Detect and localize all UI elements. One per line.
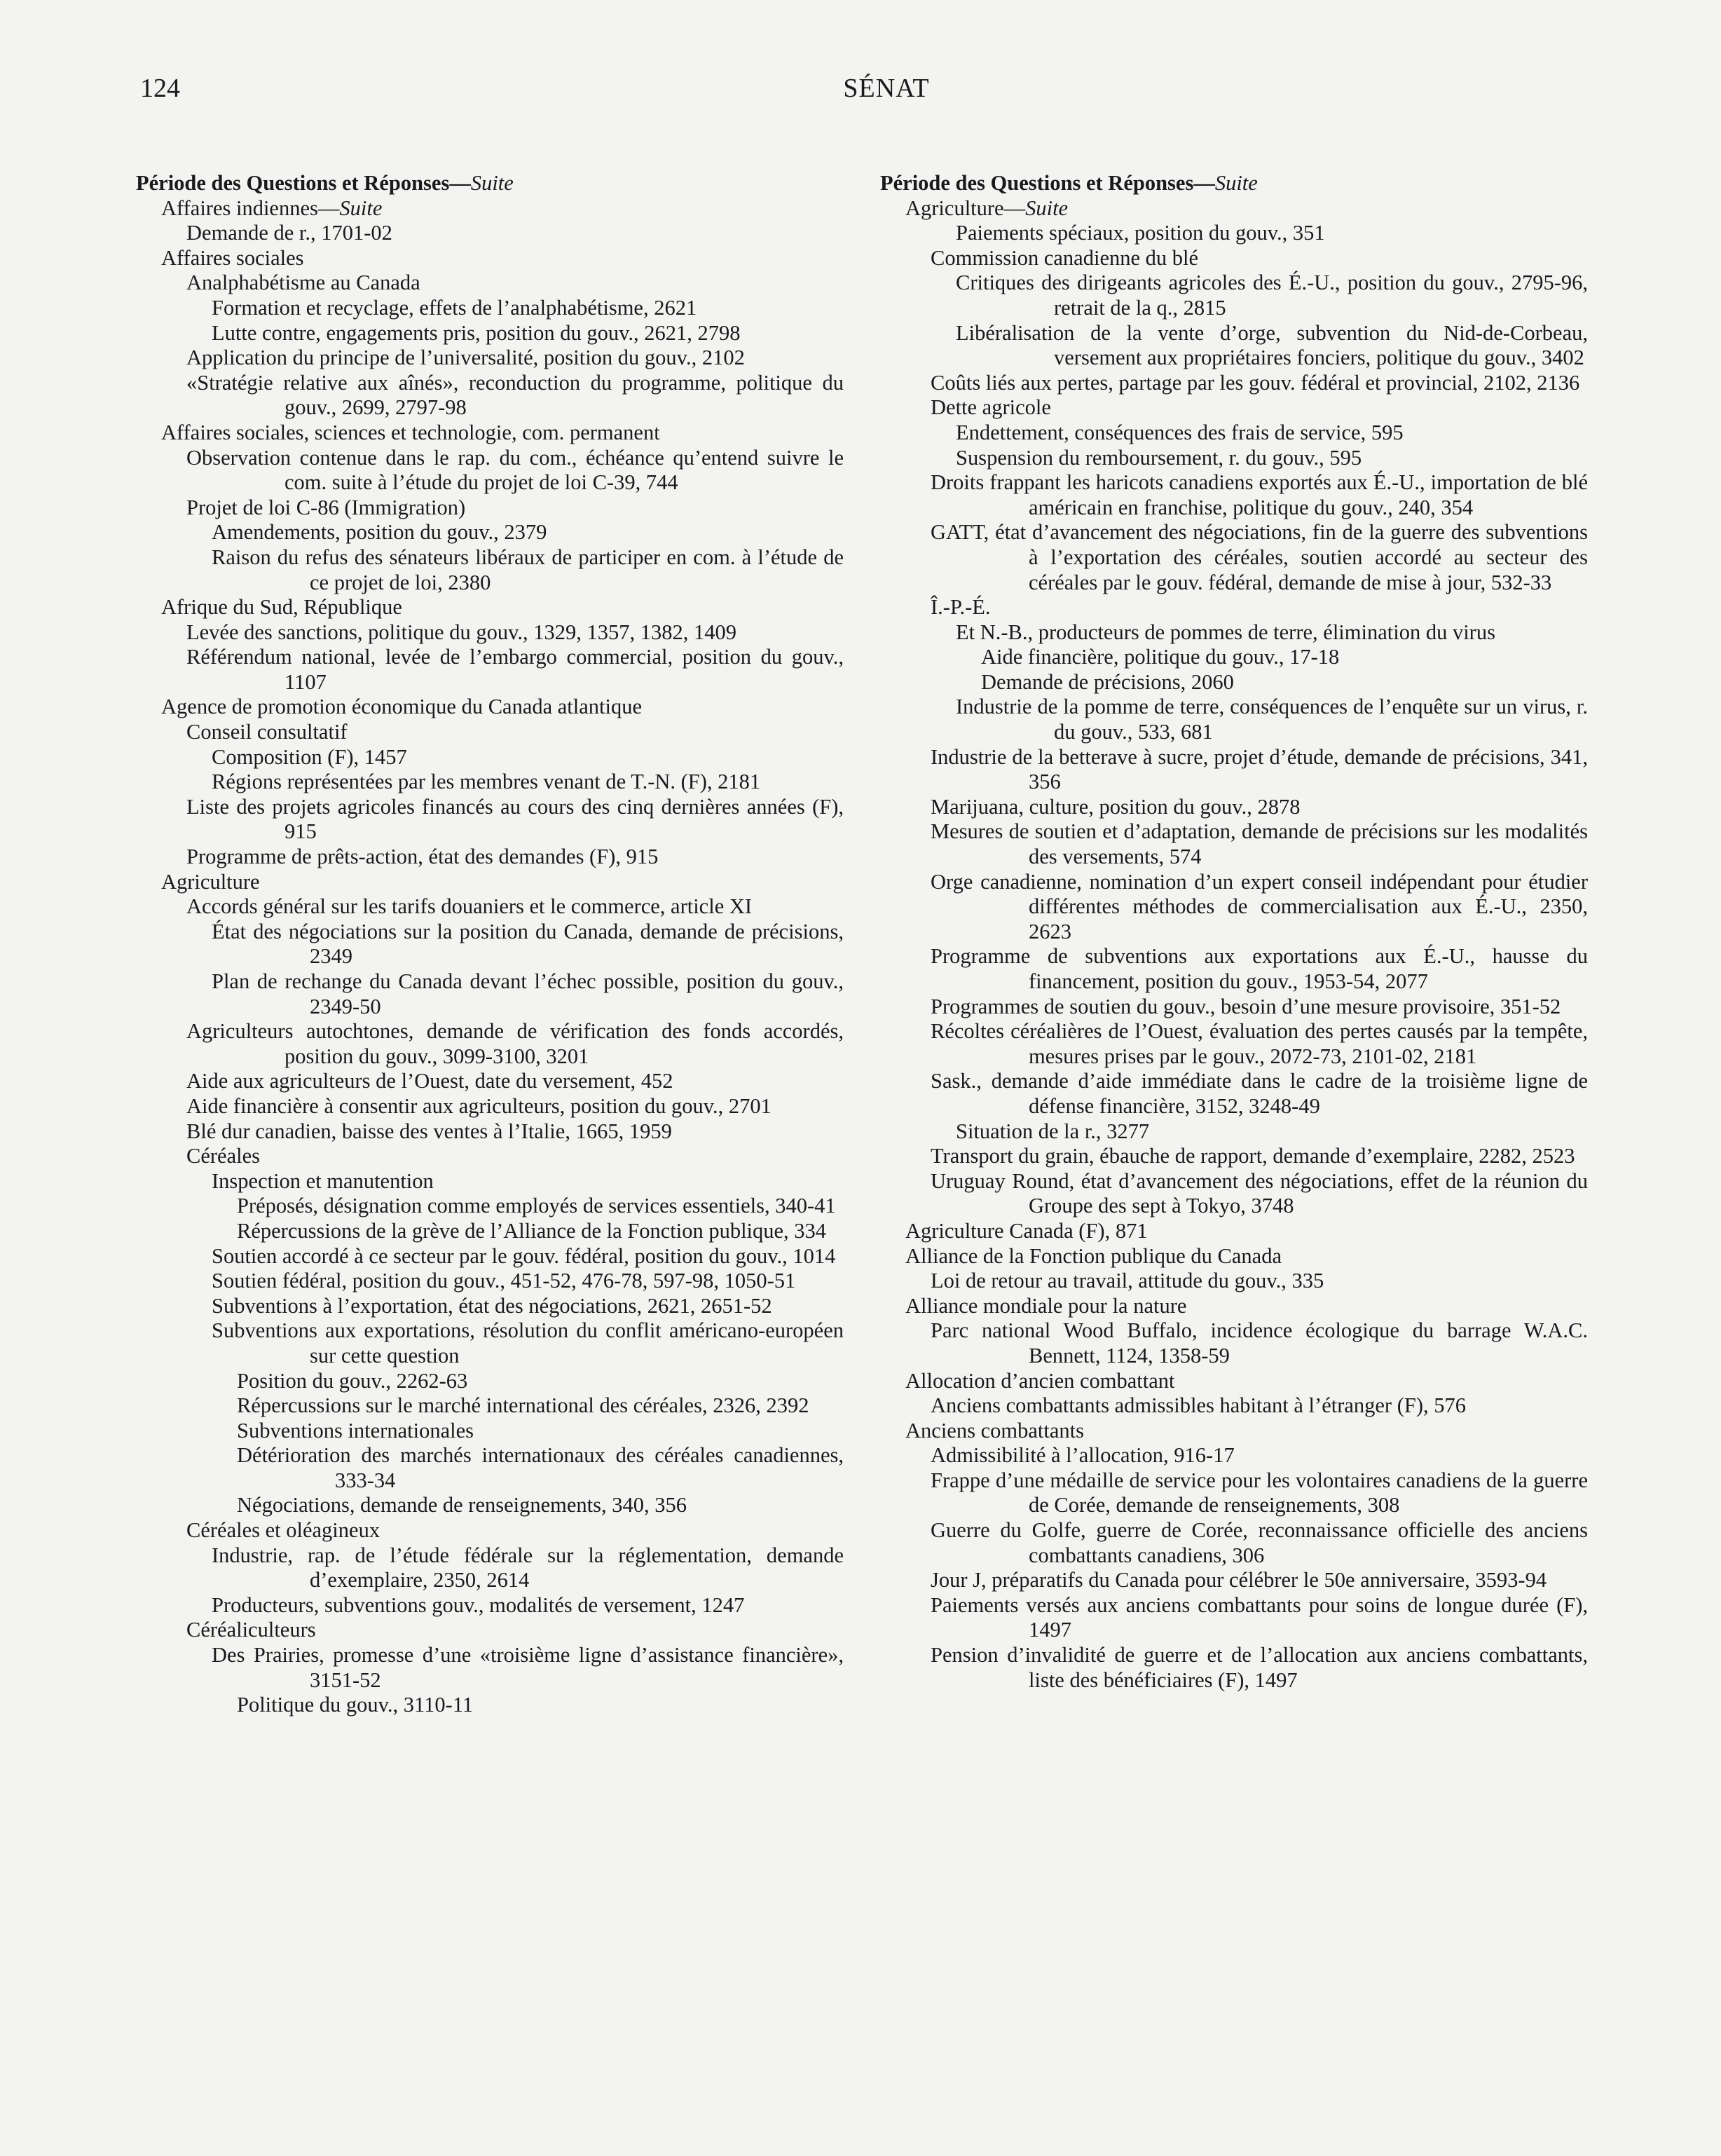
running-title: SÉNAT: [843, 74, 930, 103]
index-entry-text: Alliance de la Fonction publique du Canada: [905, 1243, 1282, 1268]
index-entry: [136, 296, 844, 321]
index-entry-text: Et N.-B., producteurs de pommes de terre, élimination du virus: [956, 620, 1495, 644]
index-entry-text: Subventions internationales: [237, 1418, 474, 1442]
index-entry-text: Subventions aux exportations, résolution du conflit américano-européen sur cette question: [212, 1318, 844, 1367]
index-entry-text: Orge canadienne, nomination d’un expert conseil indépendant pour étudier différentes méthodes de commercialisation aux É.-U., 2350, 2623: [931, 869, 1588, 943]
index-entry-text: Position du gouv., 2262-63: [237, 1368, 468, 1393]
index-entry: [880, 1643, 1588, 1693]
index-heading: [136, 171, 844, 196]
index-entry-text: Accords général sur les tarifs douaniers et le commerce, article XI: [186, 894, 753, 919]
index-entry: [136, 520, 844, 545]
index-entry: [136, 770, 844, 795]
index-heading: [880, 171, 1588, 196]
index-entry-text: Affaires sociales: [161, 245, 304, 270]
index-entry-text: Inspection et manutention: [212, 1168, 434, 1193]
index-entry: [136, 271, 844, 296]
index-entry-text: Période des Questions et Réponses—: [136, 171, 471, 195]
index-entry-text: Raison du refus des sénateurs libéraux de participer en com. à l’étude de ce projet de loi, 2380: [212, 545, 844, 594]
index-entry-text: Transport du grain, ébauche de rapport, demande d’exemplaire, 2282, 2523: [931, 1144, 1575, 1168]
index-entry: [880, 1593, 1588, 1643]
index-entry-text: Mesures de soutien et d’adaptation, demande de précisions sur les modalités des versements, 574: [931, 819, 1588, 869]
index-entry-text: Industrie de la betterave à sucre, projet d’étude, demande de précisions, 341, 356: [931, 744, 1588, 794]
suite-label: Suite: [339, 196, 383, 220]
index-entry-text: Coûts liés aux pertes, partage par les gouv. fédéral et provincial, 2102, 2136: [931, 370, 1580, 395]
index-entry: [880, 819, 1588, 869]
index-entry-text: Aide financière, politique du gouv., 17-18: [981, 645, 1340, 669]
index-entry: [136, 1069, 844, 1094]
index-entry: [880, 371, 1588, 396]
index-entry: [880, 1119, 1588, 1145]
index-entry-text: Guerre du Golfe, guerre de Corée, reconnaissance officielle des anciens combattants canadiens, 306: [931, 1518, 1588, 1567]
index-entry-text: Paiements spéciaux, position du gouv., 351: [956, 221, 1325, 245]
index-entry: [136, 595, 844, 620]
index-entry: [880, 446, 1588, 471]
index-entry-text: Céréales: [186, 1144, 260, 1168]
index-entry-text: Soutien fédéral, position du gouv., 451-52, 476-78, 597-98, 1050-51: [212, 1269, 796, 1293]
index-entry-text: Anciens combattants admissibles habitant à l’étranger (F), 576: [931, 1393, 1466, 1418]
index-entry-text: Plan de rechange du Canada devant l’échec possible, position du gouv., 2349-50: [212, 969, 844, 1018]
index-entry-text: Préposés, désignation comme employés de services essentiels, 340-41: [237, 1194, 836, 1218]
index-entry: [136, 1294, 844, 1319]
index-entry: [880, 1269, 1588, 1294]
index-entry: [880, 870, 1588, 945]
index-entry-text: Projet de loi C-86 (Immigration): [186, 495, 466, 519]
index-entry: [136, 421, 844, 446]
index-entry: [136, 1244, 844, 1269]
index-entry-text: Céréales et oléagineux: [186, 1518, 380, 1543]
index-entry-text: Commission canadienne du blé: [931, 245, 1199, 270]
index-entry: [136, 321, 844, 346]
index-entry: [880, 670, 1588, 695]
index-entry-text: Négociations, demande de renseignements, 340, 356: [237, 1493, 687, 1517]
index-entry-text: Parc national Wood Buffalo, incidence écologique du barrage W.A.C. Bennett, 1124, 1358-59: [931, 1318, 1588, 1367]
index-entry-text: Jour J, préparatifs du Canada pour célébrer le 50e anniversaire, 3593-94: [931, 1568, 1547, 1592]
index-entry: [136, 346, 844, 371]
index-entry: [880, 1144, 1588, 1169]
index-entry-text: Affaires indiennes—: [161, 196, 340, 220]
index-entry: [880, 745, 1588, 795]
index-entry-text: Loi de retour au travail, attitude du gouv., 335: [931, 1269, 1324, 1293]
index-entry: [880, 944, 1588, 994]
index-entry-text: Anciens combattants: [905, 1418, 1084, 1442]
index-entry-text: Amendements, position du gouv., 2379: [212, 520, 547, 545]
index-column-right: [880, 171, 1588, 1693]
index-entry-text: Subventions à l’exportation, état des négociations, 2621, 2651-52: [212, 1293, 772, 1318]
index-entry: [136, 371, 844, 421]
index-entry: [880, 221, 1588, 246]
index-entry-text: Critiques des dirigeants agricoles des É.-U., position du gouv., 2795-96, retrait de la q., 2815: [956, 271, 1588, 320]
index-entry-text: Répercussions sur le marché international des céréales, 2326, 2392: [237, 1393, 809, 1418]
index-column-left: [136, 171, 844, 1718]
index-entry: [136, 920, 844, 969]
index-entry-text: Application du principe de l’universalité, position du gouv., 2102: [186, 346, 745, 370]
index-entry-text: Alliance mondiale pour la nature: [905, 1293, 1187, 1318]
index-entry: [880, 246, 1588, 271]
index-entry: [136, 695, 844, 720]
index-entry: [136, 221, 844, 246]
index-entry-text: Période des Questions et Réponses—: [880, 171, 1215, 195]
index-entry: [136, 845, 844, 870]
index-entry-text: Agence de promotion économique du Canada atlantique: [161, 695, 643, 719]
index-entry-text: État des négociations sur la position du Canada, demande de précisions, 2349: [212, 919, 844, 969]
index-entry: [136, 1194, 844, 1219]
index-entry-text: Admissibilité à l’allocation, 916-17: [931, 1443, 1235, 1468]
index-entry: [880, 520, 1588, 595]
index-entry: [880, 595, 1588, 620]
index-entry: [880, 695, 1588, 744]
index-entry-text: Pension d’invalidité de guerre et de l’allocation aux anciens combattants, liste des bénéficiaires (F), 1497: [931, 1643, 1588, 1692]
index-entry: [136, 1269, 844, 1294]
index-entry: [880, 1568, 1588, 1593]
index-entry: [880, 1468, 1588, 1518]
index-entry: [880, 1244, 1588, 1269]
index-entry: [136, 1219, 844, 1244]
index-entry: [136, 894, 844, 920]
page-header: [140, 67, 1633, 109]
index-entry: [136, 1318, 844, 1368]
index-entry-text: Composition (F), 1457: [212, 744, 407, 769]
index-entry-text: Aide aux agriculteurs de l’Ouest, date du versement, 452: [186, 1069, 673, 1093]
index-entry: [880, 421, 1588, 446]
index-entry-text: Politique du gouv., 3110-11: [237, 1693, 474, 1717]
index-entry: [880, 1443, 1588, 1468]
index-entry: [136, 645, 844, 695]
index-entry-text: Sask., demande d’aide immédiate dans le cadre de la troisième ligne de défense financière, 3152, 3248-49: [931, 1069, 1588, 1118]
index-entry-text: Programme de subventions aux exportations aux É.-U., hausse du financement, position du gouv., 1953-54, 2077: [931, 944, 1588, 993]
index-entry-text: Formation et recyclage, effets de l’analphabétisme, 2621: [212, 295, 697, 320]
index-entry-text: Agriculteurs autochtones, demande de vérification des fonds accordés, position du gouv., 3099-3100, 3201: [186, 1019, 844, 1068]
index-entry-text: Soutien accordé à ce secteur par le gouv. fédéral, position du gouv., 1014: [212, 1243, 836, 1268]
index-entry-text: Afrique du Sud, République: [161, 595, 402, 620]
index-entry-text: Agriculture Canada (F), 871: [905, 1218, 1148, 1243]
index-entry-text: Blé dur canadien, baisse des ventes à l’Italie, 1665, 1959: [186, 1119, 672, 1143]
index-entry-text: GATT, état d’avancement des négociations, fin de la guerre des subventions à l’exportation des céréales, soutien accordé au secteur des céréales par le gouv. fédéral, demande de mise à jour, 532-33: [931, 520, 1588, 594]
index-entry-text: Marijuana, culture, position du gouv., 2878: [931, 794, 1301, 819]
index-entry: [880, 1169, 1588, 1219]
index-entry: [136, 446, 844, 496]
index-entry: [880, 470, 1588, 520]
index-entry-text: Î.-P.-É.: [931, 595, 991, 620]
index-entry: [880, 1219, 1588, 1244]
index-entry-text: «Stratégie relative aux aînés», reconduction du programme, politique du gouv., 2699, 2797-98: [186, 370, 844, 420]
index-entry-text: Endettement, conséquences des frais de service, 595: [956, 420, 1404, 444]
index-entry-text: Droits frappant les haricots canadiens exportés aux É.-U., importation de blé américain en franchise, politique du gouv., 240, 354: [931, 470, 1588, 519]
index-entry-text: Dette agricole: [931, 395, 1051, 420]
index-entry: [136, 969, 844, 1019]
index-entry-text: Conseil consultatif: [186, 720, 348, 744]
index-entry: [136, 545, 844, 595]
index-entry-text: Agriculture: [161, 869, 260, 894]
index-entry-text: Paiements versés aux anciens combattants pour soins de longue durée (F), 1497: [931, 1592, 1588, 1642]
index-entry: [136, 1518, 844, 1543]
suite-label: Suite: [1214, 171, 1258, 195]
index-entry-text: Observation contenue dans le rap. du com., échéance qu’entend suivre le com. suite à l’étude du projet de loi C-39, 744: [186, 445, 844, 495]
index-entry: [880, 321, 1588, 371]
index-entry: [880, 1318, 1588, 1368]
index-entry: [136, 620, 844, 646]
index-entry-text: Uruguay Round, état d’avancement des négociations, effet de la réunion du Groupe des sept à Tokyo, 3748: [931, 1168, 1588, 1218]
index-entry: [136, 1543, 844, 1593]
index-entry: [136, 720, 844, 745]
index-entry: [880, 1369, 1588, 1394]
index-entry-text: Producteurs, subventions gouv., modalités de versement, 1247: [212, 1592, 745, 1617]
index-entry: [136, 795, 844, 845]
index-entry-text: Détérioration des marchés internationaux des céréales canadiennes, 333-34: [237, 1443, 844, 1492]
index-entry: [136, 246, 844, 271]
index-entry: [136, 1643, 844, 1693]
index-entry-text: Lutte contre, engagements pris, position du gouv., 2621, 2798: [212, 320, 741, 345]
index-entry: [136, 1443, 844, 1493]
index-entry: [136, 1019, 844, 1069]
index-entry: [136, 196, 844, 221]
index-entry-text: Référendum national, levée de l’embargo commercial, position du gouv., 1107: [186, 645, 844, 694]
index-entry: [880, 1393, 1588, 1419]
index-entry: [880, 995, 1588, 1020]
index-entry: [136, 1393, 844, 1419]
index-entry-text: Frappe d’une médaille de service pour les volontaires canadiens de la guerre de Corée, demande de renseignements, 308: [931, 1468, 1588, 1517]
index-entry: [136, 1119, 844, 1145]
index-entry: [136, 1169, 844, 1194]
index-entry: [880, 1069, 1588, 1119]
index-entry: [136, 496, 844, 521]
index-entry-text: Industrie, rap. de l’étude fédérale sur la réglementation, demande d’exemplaire, 2350, 2614: [212, 1543, 844, 1592]
index-entry: [136, 1369, 844, 1394]
index-entry: [136, 1094, 844, 1119]
index-entry: [880, 620, 1588, 646]
index-entry-text: Liste des projets agricoles financés au cours des cinq dernières années (F), 915: [186, 794, 844, 844]
index-entry-text: Récoltes céréalières de l’Ouest, évaluation des pertes causés par la tempête, mesures prises par le gouv., 2072-73, 2101-02, 2181: [931, 1019, 1588, 1068]
index-entry-text: Allocation d’ancien combattant: [905, 1368, 1175, 1393]
index-entry: [136, 1493, 844, 1518]
index-entry: [136, 1144, 844, 1169]
page-number: 124: [140, 74, 180, 103]
index-entry: [136, 1593, 844, 1618]
index-entry-text: Régions représentées par les membres venant de T.-N. (F), 2181: [212, 770, 761, 794]
index-entry: [880, 1019, 1588, 1069]
index-entry-text: Libéralisation de la vente d’orge, subvention du Nid-de-Corbeau, versement aux propriétaires fonciers, politique du gouv., 3402: [956, 320, 1588, 370]
index-entry-text: Demande de précisions, 2060: [981, 669, 1234, 694]
index-entry-text: Répercussions de la grève de l’Alliance de la Fonction publique, 334: [237, 1218, 827, 1243]
index-entry-text: Programmes de soutien du gouv., besoin d’une mesure provisoire, 351-52: [931, 994, 1561, 1018]
index-entry: [880, 196, 1588, 221]
index-entry: [880, 395, 1588, 421]
index-entry: [880, 645, 1588, 670]
index-entry-text: Industrie de la pomme de terre, conséquences de l’enquête sur un virus, r. du gouv., 533, 681: [956, 695, 1588, 744]
index-entry: [136, 1419, 844, 1444]
index-entry-text: Affaires sociales, sciences et technologie, com. permanent: [161, 420, 660, 444]
index-entry-text: Des Prairies, promesse d’une «troisième ligne d’assistance financière», 3151-52: [212, 1643, 844, 1692]
index-entry-text: Aide financière à consentir aux agriculteurs, position du gouv., 2701: [186, 1093, 772, 1118]
suite-label: Suite: [470, 171, 514, 195]
index-entry-text: Céréaliculteurs: [186, 1618, 316, 1642]
index-entry-text: Analphabétisme au Canada: [186, 271, 420, 295]
index-entry: [136, 745, 844, 770]
index-entry: [880, 1294, 1588, 1319]
index-entry-text: Demande de r., 1701-02: [186, 221, 392, 245]
index-entry-text: Programme de prêts-action, état des demandes (F), 915: [186, 845, 659, 869]
index-entry-text: Agriculture—: [905, 196, 1026, 220]
index-entry: [880, 1419, 1588, 1444]
index-entry-text: Suspension du remboursement, r. du gouv., 595: [956, 445, 1362, 470]
index-entry-text: Situation de la r., 3277: [956, 1119, 1150, 1143]
suite-label: Suite: [1025, 196, 1069, 220]
index-entry-text: Levée des sanctions, politique du gouv., 1329, 1357, 1382, 1409: [186, 620, 736, 644]
index-entry: [136, 870, 844, 895]
index-entry: [880, 271, 1588, 320]
index-entry: [880, 1518, 1588, 1568]
index-entry: [136, 1618, 844, 1643]
index-entry: [136, 1693, 844, 1718]
index-entry: [880, 795, 1588, 820]
